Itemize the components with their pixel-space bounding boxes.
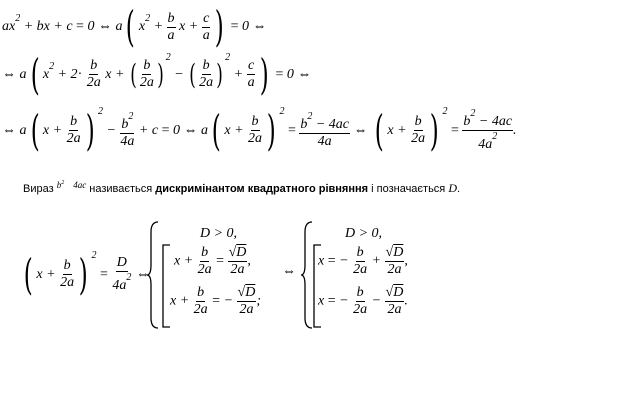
text-suffix: і позначається — [371, 183, 446, 195]
equation-bottom-left: ( x + $\frac{b}{2a}$ ) $^2$ = $\frac{D}{4a^2}$ ⇔ — [23, 249, 150, 299]
text-prefix: Вираз — [23, 183, 54, 195]
system-1-condition: D > 0, — [200, 226, 238, 241]
text-end: . — [457, 183, 461, 195]
text-middle: називається — [89, 183, 153, 195]
equivalence-arrow: ⇔ — [282, 264, 296, 279]
system-2-eq-1: x = − $\frac{b}{2a}$ + $\frac{√D}{2a}$ , — [318, 245, 408, 277]
system-1-eq-2: x + $\frac{b}{2a}$ = − $\frac{√D}{2a}$ ; — [170, 285, 262, 317]
equation-line-1: $ax^2$ + bx + c = 0 ⇔ a( $x^2$ + $\frac{b}{a}$ x + $\frac{c}{a}$ ) = 0 ⇔ — [2, 2, 267, 51]
text-bold: дискримінантом квадратного рівняння — [155, 183, 369, 195]
equation-line-3: ⇔ a( x + $\frac{b}{2a}$ ) $^2$ − $\frac{b^2}{4a}$ + c = 0 ⇔ a( x + $\frac{b}{2a}$ ) $^2$ = $\frac{b^2 - 4ac}{4a}$ ⇔ ( x + $\frac{b}{2a}$ ) $^2$ = $\frac{b^2 - 4ac}{4a^2}$ . — [2, 105, 517, 155]
system-brace-1 — [146, 220, 160, 330]
system-1-eq-1: x + $\frac{b}{2a}$ = $\frac{√D}{2a}$ , — [174, 245, 251, 277]
system-2-condition: D > 0, — [345, 226, 383, 241]
discriminant-definition — [23, 180, 460, 196]
equation-line-2: ⇔ a( $x^2 + 2\cdot$ $\frac{b}{2a}$ x + ( $\frac{b}{2a}$ )$^2$ − ( $\frac{b}{2a}$ )$^2$ + $\frac{c}{a}$ ) = 0 ⇔ — [2, 49, 312, 99]
expr-b2: b2 4ac — [56, 180, 87, 190]
symbol-d: D — [448, 181, 457, 195]
system-2-eq-2: x = − $\frac{b}{2a}$ − $\frac{√D}{2a}$ . — [318, 285, 408, 317]
